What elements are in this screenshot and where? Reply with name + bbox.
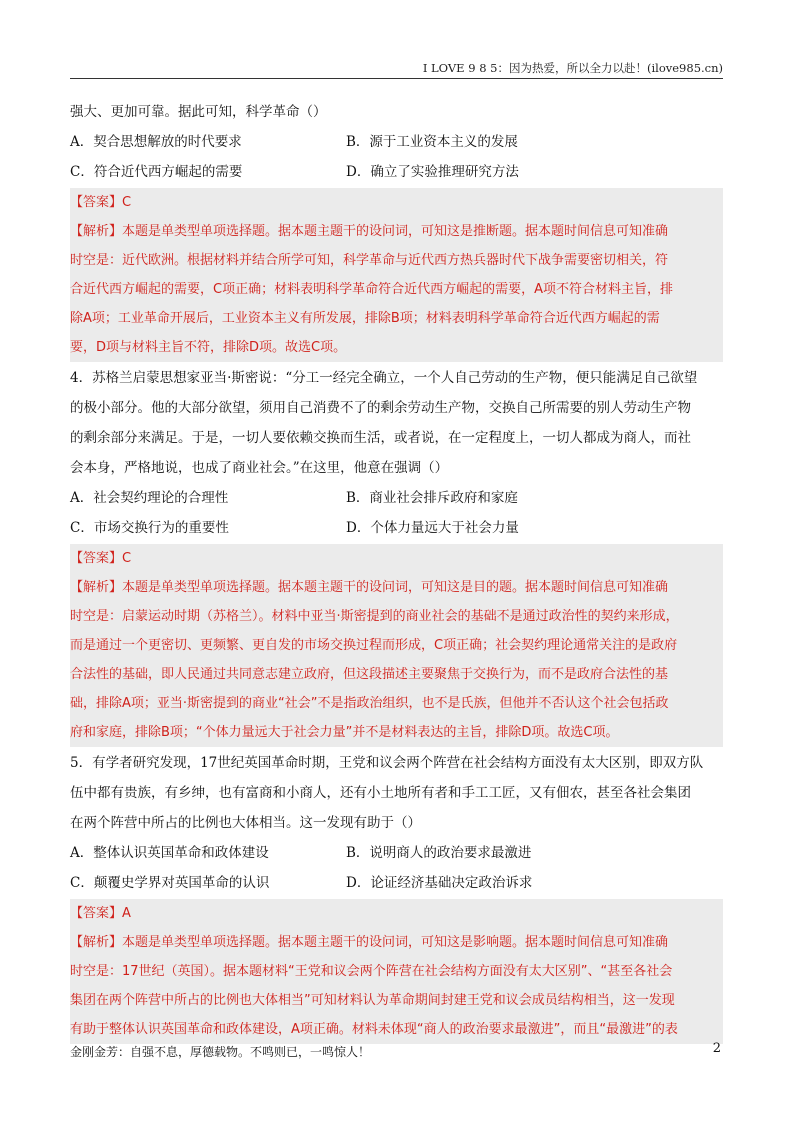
header-divider bbox=[70, 78, 723, 79]
analysis-line: 合法性的基础，即人民通过共同意志建立政府，但这段描述主要聚焦于交换行为，而不是政府合法性的基 bbox=[70, 667, 669, 682]
question-5-options-row-2 bbox=[70, 868, 723, 898]
question-4-options-row-1 bbox=[70, 483, 723, 513]
question-stem-line: 的极小部分。他的大部分欲望，须用自己消费不了的剩余劳动生产物，交换自己所需要的别人劳动生产物 bbox=[70, 400, 691, 416]
question-stem-line: 伍中都有贵族，有乡绅，也有富商和小商人，还有小土地所有者和手工工匠，又有佃农，甚至各社会集团 bbox=[70, 785, 691, 801]
answer-label: 【答案】C bbox=[70, 195, 132, 210]
option-a: A．整体认识英国革命和政体建设 bbox=[70, 845, 269, 861]
answer-block bbox=[70, 188, 723, 362]
option-d: D．确立了实验推理研究方法 bbox=[346, 164, 519, 180]
option-b: B．源于工业资本主义的发展 bbox=[346, 134, 518, 150]
analysis-line: 有助于整体认识英国革命和政体建设，A项正确。材料未体现“商人的政治要求最激进”，而且“最激进”的表 bbox=[70, 1022, 678, 1037]
option-a: A．社会契约理论的合理性 bbox=[70, 490, 229, 506]
analysis-line: 【解析】本题是单类型单项选择题。据本题主题干的设问词，可知这是推断题。据本题时间信息可知准确 bbox=[70, 224, 669, 239]
option-c: C．符合近代西方崛起的需要 bbox=[70, 164, 243, 180]
question-stem-line: 在两个阵营中所占的比例也大体相当。这一发现有助于（） bbox=[70, 815, 421, 831]
question-3-tail: 强大、更加可靠。据此可知，科学革命（） bbox=[70, 104, 327, 120]
document-body bbox=[70, 97, 723, 1045]
question-stem-line: 会本身，严格地说，也成了商业社会。”在这里，他意在强调（） bbox=[70, 460, 449, 476]
analysis-line: 集团在两个阵营中所占的比例也大体相当”可知材料认为革命期间封建王党和议会成员结构相当，这一发现 bbox=[70, 993, 675, 1008]
option-d: D．个体力量远大于社会力量 bbox=[346, 520, 519, 536]
option-b: B．商业社会排斥政府和家庭 bbox=[346, 490, 518, 506]
option-a: A．契合思想解放的时代要求 bbox=[70, 134, 242, 150]
option-c: C．颠覆史学界对英国革命的认识 bbox=[70, 875, 270, 891]
analysis-line: 除A项；工业革命开展后，工业资本主义有所发展，排除B项；材料表明科学革命符合近代西方崛起的需 bbox=[70, 311, 660, 326]
page-number: 2 bbox=[712, 1041, 721, 1056]
question-3-options-row-2 bbox=[70, 157, 723, 187]
option-d: D．论证经济基础决定政治诉求 bbox=[346, 875, 533, 891]
analysis-line: 府和家庭，排除B项；“个体力量远大于社会力量”并不是材料表达的主旨，排除D项。故选C项。 bbox=[70, 725, 619, 740]
answer-block bbox=[70, 899, 723, 1044]
option-b: B．说明商人的政治要求最激进 bbox=[346, 845, 532, 861]
analysis-line: 时空是：启蒙运动时期（苏格兰）。材料中亚当·斯密提到的商业社会的基础不是通过政治性的契约来形成， bbox=[70, 609, 679, 624]
footer-motto: 金刚金芳：自强不息，厚德载物。不鸣则已，一鸣惊人！ bbox=[70, 1045, 371, 1059]
question-3-options-row-1 bbox=[70, 127, 723, 157]
question-5-options-row-1 bbox=[70, 838, 723, 868]
answer-label: 【答案】A bbox=[70, 906, 131, 921]
analysis-line: 而是通过一个更密切、更频繁、更自发的市场交换过程而形成，C项正确；社会契约理论通常关注的是政府 bbox=[70, 638, 678, 653]
analysis-line: 时空是：近代欧洲。根据材料并结合所学可知，科学革命与近代西方热兵器时代下战争需要密切相关，符 bbox=[70, 253, 669, 268]
question-stem-line: 5．有学者研究发现，17世纪英国革命时期，王党和议会两个阵营在社会结构方面没有太大区别，即双方队 bbox=[70, 755, 704, 771]
analysis-line: 时空是：17世纪（英国）。据本题材料“王党和议会两个阵营在社会结构方面没有太大区别”、“甚至各社会 bbox=[70, 964, 673, 979]
question-stem-line: 的剩余部分来满足。于是，一切人要依赖交换而生活，或者说，在一定程度上，一切人都成为商人，而社 bbox=[70, 430, 691, 446]
analysis-line: 础，排除A项；亚当·斯密提到的商业“社会”不是指政治组织，也不是氏族，但他并不否认这个社会包括政 bbox=[70, 696, 669, 711]
answer-block bbox=[70, 544, 723, 747]
option-c: C．市场交换行为的重要性 bbox=[70, 520, 229, 536]
analysis-line: 【解析】本题是单类型单项选择题。据本题主题干的设问词，可知这是目的题。据本题时间信息可知准确 bbox=[70, 580, 669, 595]
analysis-line: 【解析】本题是单类型单项选择题。据本题主题干的设问词，可知这是影响题。据本题时间信息可知准确 bbox=[70, 935, 669, 950]
question-stem-line: 4．苏格兰启蒙思想家亚当·斯密说：“分工一经完全确立，一个人自己劳动的生产物，便只能满足自己欲望 bbox=[70, 370, 698, 386]
analysis-line: 要，D项与材料主旨不符，排除D项。故选C项。 bbox=[70, 340, 347, 355]
question-4-options-row-2 bbox=[70, 513, 723, 543]
answer-label: 【答案】C bbox=[70, 551, 132, 566]
analysis-line: 合近代西方崛起的需要，C项正确；材料表明科学革命符合近代西方崛起的需要，A项不符合材料主旨，排 bbox=[70, 282, 673, 297]
page-header: I LOVE 9 8 5：因为热爱，所以全力以赴！(ilove985.cn) bbox=[422, 61, 723, 75]
